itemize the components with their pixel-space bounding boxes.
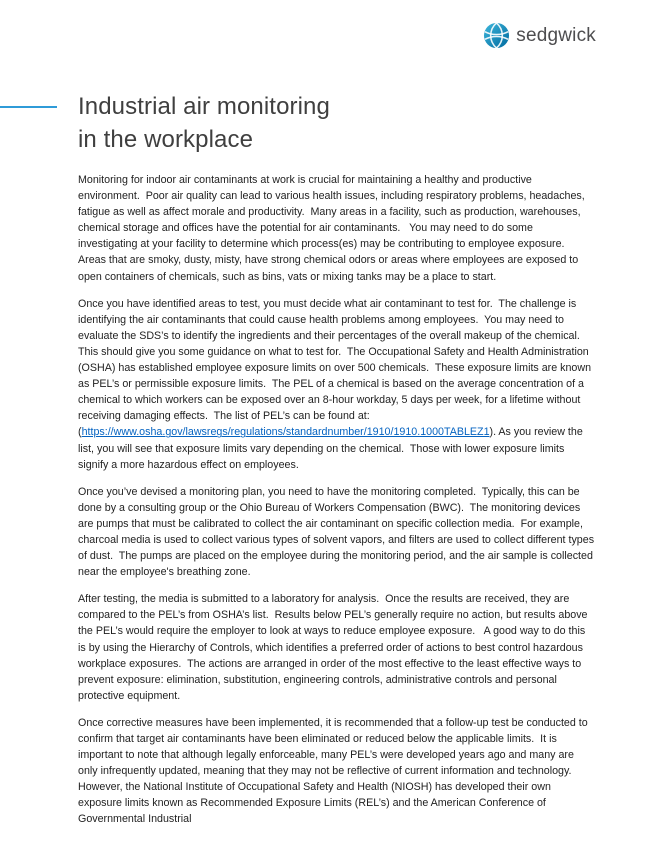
paragraph-intro: Monitoring for indoor air contaminants at work is crucial for maintaining a healthy and productive environment. Poor air quality can lead to various health issues, including respiratory problems, headaches, fatigue as well as affect morale and productivity. Many areas in a facility, such as production, warehouses, chemical storage and offices have the potential for air contaminants. You may need to do some investigating at your facility to determine which process(es) may be contributing to employee exposure. Areas that are smoky, dusty, misty, have strong chemical odors or areas where employees are exposed to open containers of chemicals, such as bins, vats or mixing tanks may be a place to start. [78,174,588,283]
page-title [78,90,330,156]
page-title-line2: in the workplace [78,126,254,153]
paragraph-corrective-measures: Once corrective measures have been implemented, it is recommended that a follow-up test be conducted to confirm that target air contaminants have been eliminated or reduced below the applicable limits. It is important to note that although legally enforceable, many PEL’s were developed years ago and many are only infrequently updated, meaning that they may not be reflective of current information and technology. However, the National Institute of Occupational Safety and Health (NIOSH) has developed their own exposure limits known as Recommended Exposure Limits (REL’s) and the American Conference of Governmental Industrial [78,716,591,826]
paragraph-2-text-after-link: ). As you review the list, you will see that exposure limits vary depending on the chemical. Those with lower exposure limits signify a more hazardous effect on employees. [78,426,586,471]
sedgwick-logo [483,22,596,49]
title-accent-line [0,106,57,108]
paragraph-identify-contaminants [78,296,595,473]
osha-pel-list-link[interactable]: https://www.osha.gov/lawsregs/regulations/standardnumber/1910/1910.1000TABLEZ1 [81,426,490,439]
paragraph-monitoring-plan: Once you’ve devised a monitoring plan, you need to have the monitoring completed. Typically, this can be done by a consulting group or the Ohio Bureau of Workers Compensation (BWC). The monitoring devices are pumps that must be calibrated to collect the air contaminant on specific collection media. For example, charcoal media is used to collect various types of solvent vapors, and filters are used to collect different types of dust. The pumps are placed on the employee during the monitoring period, and the air sample is collected near the employee's breathing zone. [78,485,598,579]
paragraph-lab-analysis: After testing, the media is submitted to a laboratory for analysis. Once the results are received, they are compared to the PEL’s from OSHA’s list. Results below PEL’s generally require no action, but results above the PEL’s would require the employer to look at ways to reduce employee exposure. A good way to do this is by using the Hierarchy of Controls, which identifies a preferred order of actions to best control hazardous workplace exposures. The actions are arranged in order of the most effective to the least effective ways to prevent exposure: elimination, substitution, engineering controls, administrative controls and personal protective equipment. [78,593,591,702]
sedgwick-logo-text: sedgwick [516,24,596,46]
document-body [78,172,598,839]
paragraph-2-text-before-link: Once you have identified areas to test, you must decide what air contaminant to test for. The challenge is identifying the air contaminants that could cause health problems among employees. You may need to evaluate the SDS’s to identify the ingredients and their percentages of the overall makeup of the chemical. This should give you some guidance on what to test for. The Occupational Safety and Health Administration (OSHA) has established employee exposure limits on over 500 chemicals. These exposure limits are known as PEL’s or permissible exposure limits. The PEL of a chemical is based on the average concentration of a chemical to which workers can be exposed over an 8-hour workday, 5 days per week, for a lifetime without receiving damaging effects. The list of PEL’s can be found at: ( [78,297,595,439]
page-title-line1: Industrial air monitoring [78,93,330,120]
sedgwick-globe-icon [483,22,510,49]
